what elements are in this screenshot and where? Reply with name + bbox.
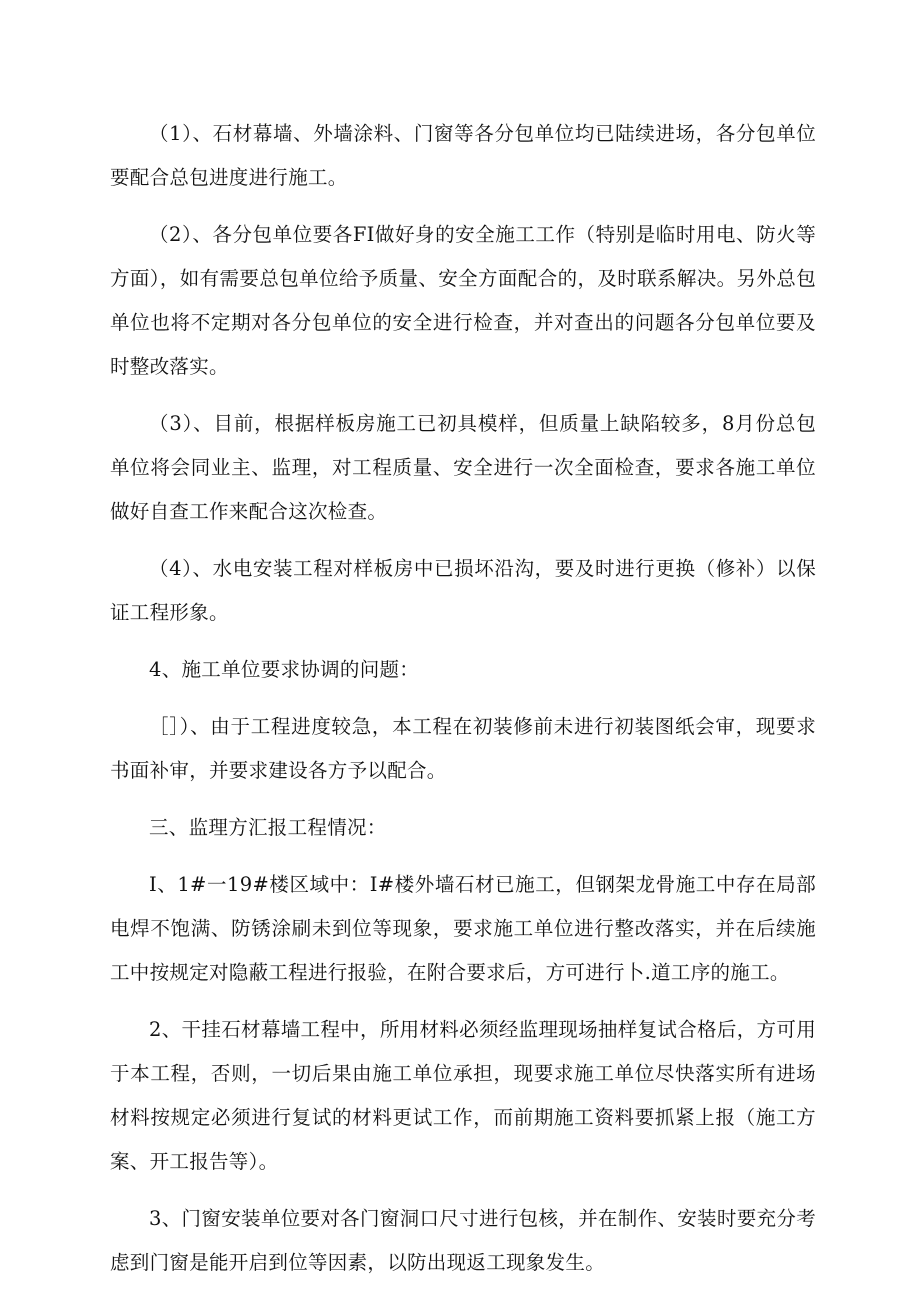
paragraph-subcontractor-schedule: （1）、石材幕墙、外墙涂料、门窗等各分包单位均已陆续进场，各分包单位要配合总包进度进行施工。 [110, 122, 816, 189]
heading-coordination-issues: 4、施工单位要求协调的问题： [149, 658, 420, 681]
paragraph-subcontractor-safety: （2）、各分包单位要各FI做好身的安全施工工作（特别是临时用电、防火等方面），如有需要总包单位给予质量、安全方面配合的，及时联系解决。另外总包单位也将不定期对各分包单位的安全进行检查，并对查出的问题各分包单位要及时整改落实。 [110, 223, 816, 378]
heading-supervisor-report: 三、监理方汇报工程情况： [149, 816, 387, 839]
paragraph-building-area: I、1#一19#楼区域中：I#楼外墙石材已施工，但钢架龙骨施工中存在局部电焊不饱满、防锈涂刷未到位等现象，要求施工单位进行整改落实，并在后续施工中按规定对隐蔽工程进行报验，在附合要求后，方可进行卜.道工序的施工。 [110, 873, 816, 984]
paragraph-plumbing-electrical: （4）、水电安装工程对样板房中已损坏沿沟，要及时进行更换（修补）以保证工程形象。 [110, 557, 816, 624]
paragraph-door-window-install: 3、门窗安装单位要对各门窗洞口尺寸进行包核，并在制作、安装时要充分考虑到门窗是能开启到位等因素，以防出现返工现象发生。 [110, 1207, 816, 1274]
paragraph-drawing-review: ［］）、由于工程进度较急，本工程在初装修前未进行初装图纸会审，现要求书面补审，并要求建设各方予以配合。 [110, 715, 816, 782]
document-body [110, 112, 816, 1298]
paragraph-curtain-wall-materials: 2、干挂石材幕墙工程中，所用材料必须经监理现场抽样复试合格后，方可用于本工程，否则，一切后果由施工单位承担，现要求施工单位尽快落实所有进场材料按规定必须进行复试的材料更试工作，而前期施工资料要抓紧上报（施工方案、开工报告等）。 [110, 1018, 816, 1173]
paragraph-quality-inspection: （3）、目前，根据样板房施工已初具模样，但质量上缺陷较多，8月份总包单位将会同业主、监理，对工程质量、安全进行一次全面检查，要求各施工单位做好自查工作来配合这次检查。 [110, 412, 816, 523]
